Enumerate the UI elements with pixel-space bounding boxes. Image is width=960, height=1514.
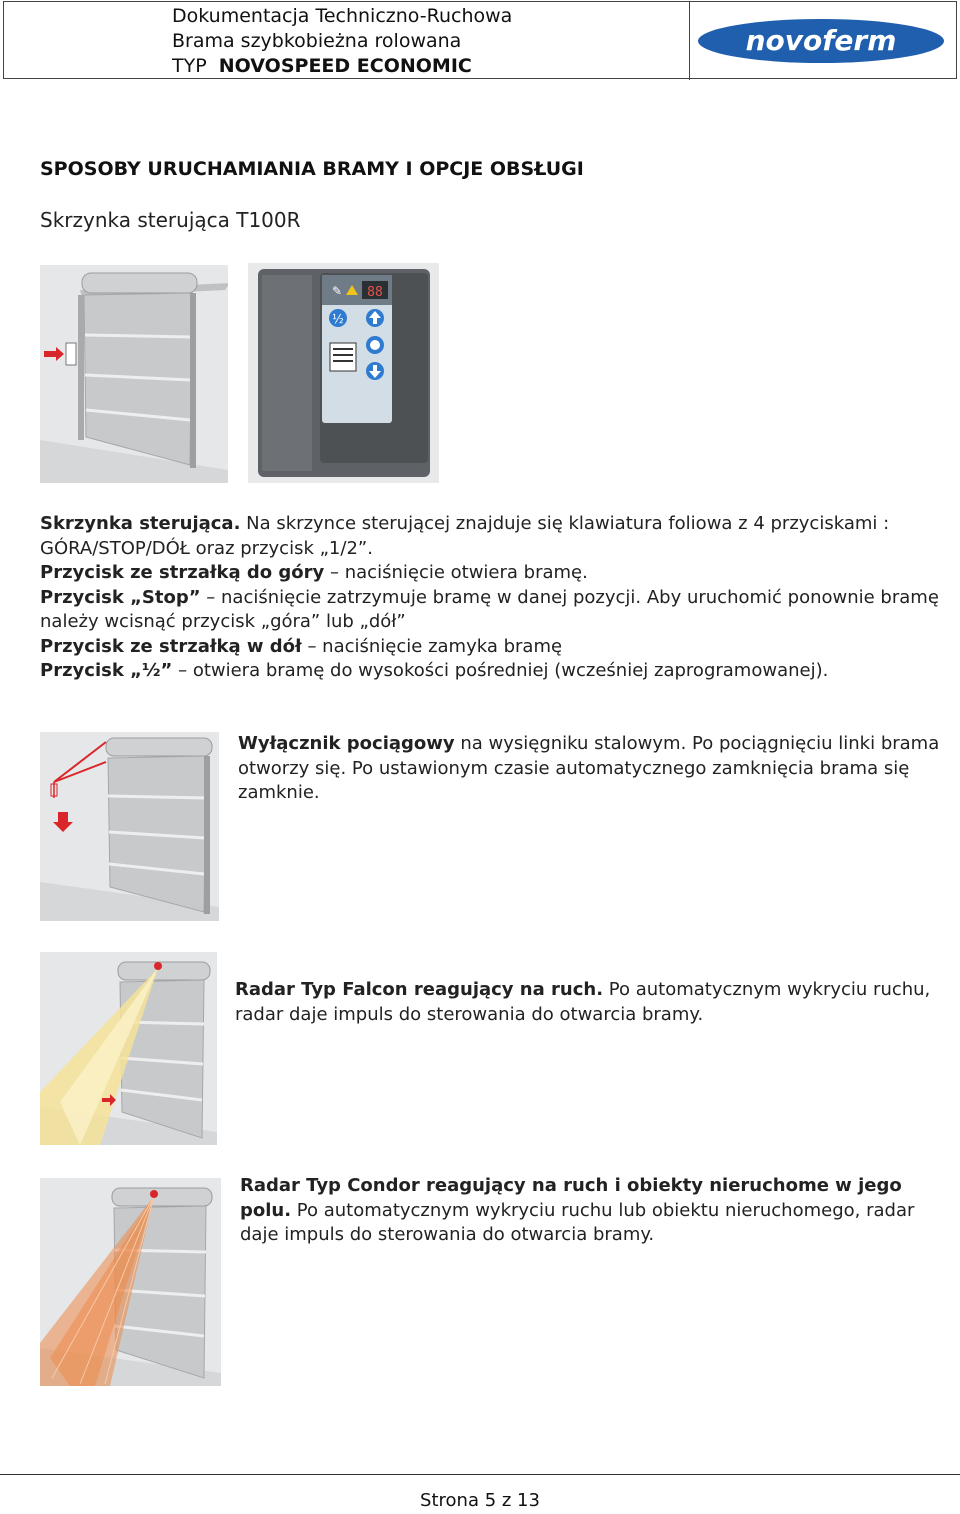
control-box-p3: Przycisk „Stop” – naciśnięcie zatrzymuje bramę w danej pozycji. Aby uruchomić ponownie bramę należy wcisnąć przycisk „góra” lub „dół” <box>40 586 939 632</box>
falcon-description: Radar Typ Falcon reagujący na ruch. Po automatycznym wykryciu ruchu, radar daje impuls do sterowania do otwarcia bramy. <box>235 979 931 1025</box>
condor-radar-image <box>40 1178 221 1386</box>
stop-icon <box>370 340 380 350</box>
logo-text: novoferm <box>745 24 897 57</box>
pull-switch-description: Wyłącznik pociągowy na wysięgniku stalowym. Po pociągnięciu linki brama otworzy się. Po ustawionym czasie automatycznego zamknięcia brama się zamknie. <box>238 733 940 803</box>
display-digits: 88 <box>367 285 383 300</box>
control-box-p1: Skrzynka sterująca. Na skrzynce sterującej znajduje się klawiatura foliowa z 4 przyciskami : GÓRA/STOP/DÓŁ oraz przycisk „1/2”. <box>40 513 890 559</box>
header-doc-title: Dokumentacja Techniczno-Ruchowa <box>172 5 513 27</box>
control-box-description <box>40 512 940 684</box>
door-wall-button-image <box>40 265 228 483</box>
header-text <box>172 4 672 79</box>
novoferm-logo <box>697 18 945 64</box>
control-box-p4: Przycisk ze strzałką w dół – naciśnięcie zamyka bramę <box>40 635 563 657</box>
pull-switch-image <box>40 732 219 921</box>
footer-divider <box>0 1474 960 1475</box>
header-product: Brama szybkobieżna rolowana <box>172 30 462 52</box>
control-box-p2: Przycisk ze strzałką do góry – naciśnięcie otwiera bramę. <box>40 562 588 583</box>
falcon-radar-image <box>40 952 217 1145</box>
condor-description: Radar Typ Condor reagujący na ruch i obiekty nieruchome w jego polu. Po automatycznym wykryciu ruchu lub obiektu nieruchomego, radar daje impuls do sterowania do otwarcia bramy. <box>240 1175 915 1245</box>
wrench-icon: ✎ <box>332 284 343 298</box>
radar-sensor-icon <box>150 1190 158 1198</box>
half-button-icon: ½ <box>332 312 344 326</box>
control-box-p5: Przycisk „½” – otwiera bramę do wysokości pośredniej (wcześniej zaprogramowanej). <box>40 660 829 681</box>
header-divider <box>689 2 690 80</box>
radar-sensor-icon <box>154 962 162 970</box>
header-type: TYP NOVOSPEED ECONOMIC <box>172 55 472 77</box>
control-box-image <box>248 263 439 483</box>
section-title: SPOSOBY URUCHAMIANIA BRAMY I OPCJE OBSŁUGI <box>40 158 584 180</box>
page-number: Strona 5 z 13 <box>420 1490 540 1511</box>
section-subtitle: Skrzynka sterująca T100R <box>40 208 301 232</box>
